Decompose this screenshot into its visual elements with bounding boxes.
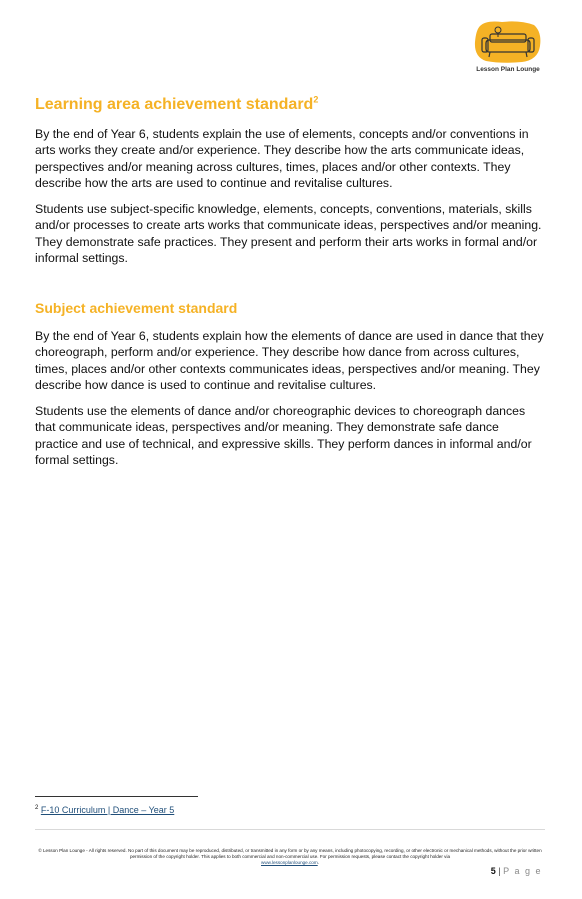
page-number: 5 | P a g e xyxy=(490,866,542,876)
footer-divider xyxy=(35,829,545,830)
paragraph: By the end of Year 6, students explain how the elements of dance are used in dance that they choreograph, perform and/or experience. They describe how dance from across cultures, times, places and/or other contexts communicates ideas, perspectives and/or meaning. They describe how dance is used to continue and revitalise cultures. xyxy=(35,329,544,393)
footer-copyright: © Lesson Plan Lounge - All rights reserved. No part of this document may be reproduced, distributed, or transmitted in any form or by any means, including photocopying, recording, or other electronic or mechanical methods, without the prior written permission of the copyright holder. This applies to both commercial and non-commercial use. For permission requests, please contact the copyright holder via www.lessonplanlounge.com. xyxy=(38,848,542,865)
footnote-number: 2 xyxy=(35,805,39,811)
paragraph: Students use the elements of dance and/or choreographic devices to choreograph dances that communicate ideas, perspectives and/or meaning. They demonstrate safe dance practice and use of technical, and expressive skills. They perform dances in informal and/or formal settings. xyxy=(35,404,532,468)
copyright-text: © Lesson Plan Lounge - All rights reserved. No part of this document may be reproduced, distributed, or transmitted in any form or by any means, including photocopying, recording, or other electronic or mechanical methods, without the prior written permission of the copyright holder. This applies to both commercial and non-commercial use. For permission requests, please contact the copyright holder via xyxy=(38,848,542,859)
footnote-separator xyxy=(35,796,198,797)
page-label: P a g e xyxy=(503,866,542,876)
lesson-plan-lounge-logo xyxy=(472,20,544,78)
section-title-learning-area xyxy=(35,96,318,114)
footnote-reference[interactable]: 2 xyxy=(313,94,319,105)
section-title-subject-standard: Subject achievement standard xyxy=(35,300,238,316)
footnote xyxy=(35,805,174,815)
logo-text: Lesson Plan Lounge xyxy=(476,66,540,73)
page-number-value: 5 xyxy=(490,866,496,876)
website-link[interactable]: www.lessonplanlounge.com xyxy=(261,860,318,865)
paragraph: By the end of Year 6, students explain the use of elements, concepts and/or conventions in arts works they create and/or experience. They describe how the arts communicate ideas, perspectives and/or meaning across cultures, times, places and/or other contexts. They describe how the arts are used to continue and revitalise cultures. xyxy=(35,127,529,191)
sofa-logo-icon xyxy=(472,20,544,66)
section-title-text: Learning area achievement standard xyxy=(35,96,314,113)
paragraph: Students use subject-specific knowledge, elements, concepts, conventions, materials, skills and/or processes to create arts works that communicate ideas, perspectives and/or meaning. They demonstrate safe practices. They present and perform their arts works in formal and/or informal settings. xyxy=(35,202,542,266)
footnote-link[interactable]: F-10 Curriculum | Dance – Year 5 xyxy=(40,805,175,815)
